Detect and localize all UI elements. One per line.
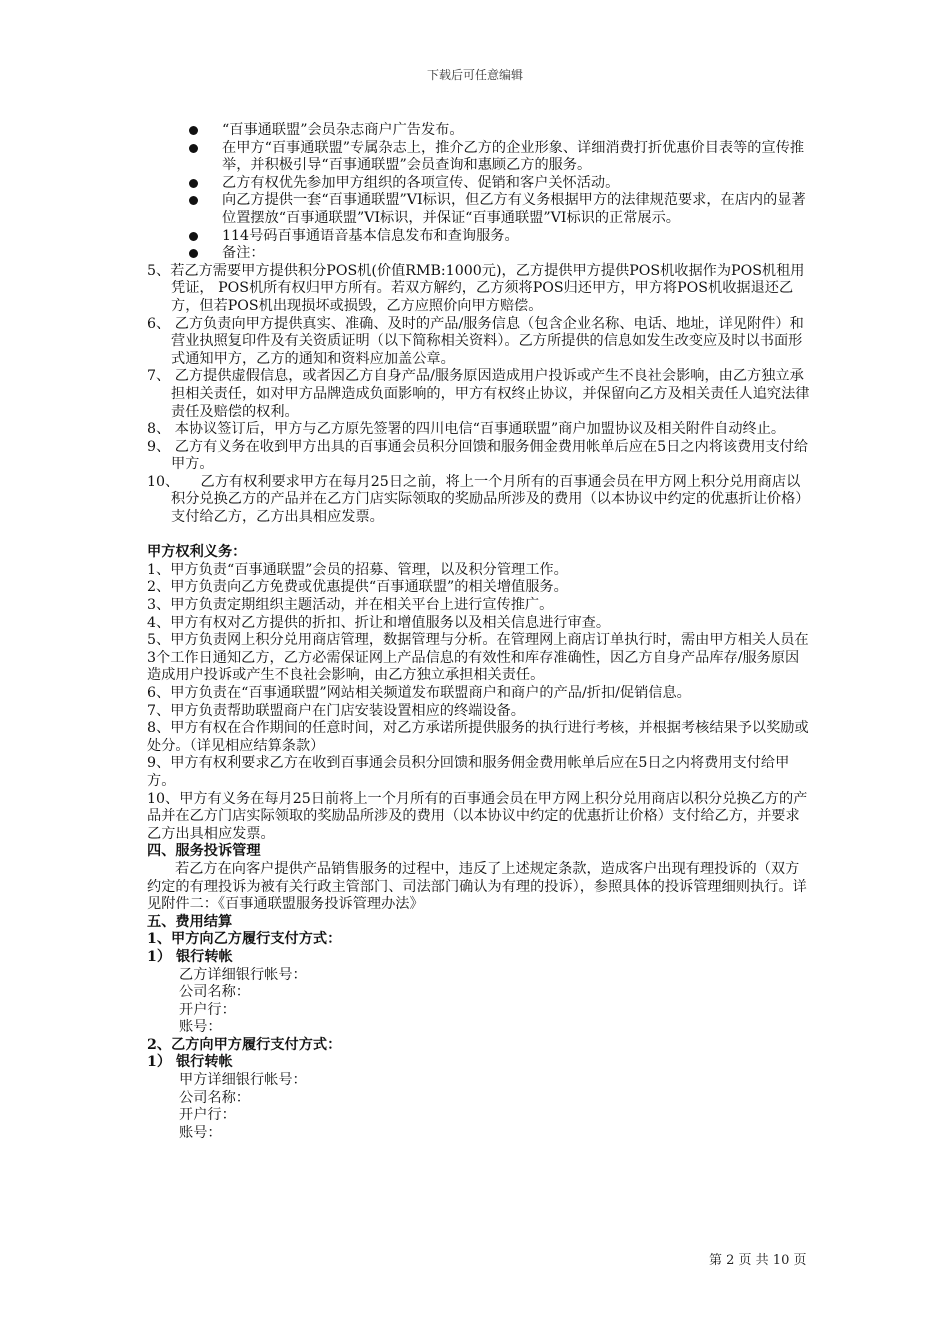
party-a-clause: 7、甲方负责帮助联盟商户在门店安装设置相应的终端设备。 [147, 702, 525, 719]
payment-heading-2: 2、乙方向甲方履行支付方式： [147, 1036, 342, 1053]
bullet-dot-icon [189, 232, 198, 241]
payment-method-1: 1） 银行转帐 [147, 948, 233, 965]
document-body [147, 122, 811, 1142]
party-a-clause: 9、甲方有权利要求乙方在收到百事通会员积分回馈和服务佣金费用帐单后应在5日之内将费用支付给甲方。 [147, 755, 790, 789]
party-a-clause: 10、甲方有义务在每月25日前将上一个月所有的百事通会员在甲方网上积分兑用商店以积分兑换乙方的产品并在乙方门店实际领取的奖励品所涉及的费用（以本协议中约定的优惠折让价格）支付给乙方，并要求乙方出具相应发票。 [147, 790, 808, 842]
spacer [147, 527, 811, 545]
bullet-dot-icon [189, 144, 198, 153]
bank-field: 甲方详细银行帐号： [179, 1072, 307, 1089]
bullet-item: 乙方有权优先参加甲方组织的各项宣传、促销和客户关怀活动。 [147, 175, 811, 193]
party-b-clause-6: 6、 乙方负责向甲方提供真实、准确、及时的产品/服务信息（包含企业名称、电话、地址，详见附件）和营业执照复印件及有关资质证明（以下简称相关资料）。乙方所提供的信息如发生改变应及时以书面形式通知甲方，乙方的通知和资料应加盖公章。 [147, 315, 804, 367]
party-a-clause: 6、甲方负责在“百事通联盟”网站相关频道发布联盟商户和商户的产品/折扣/促销信息。 [147, 685, 691, 701]
payment-heading-1: 1、甲方向乙方履行支付方式： [147, 931, 342, 948]
page-number: 第 2 页 共 10 页 [709, 1253, 807, 1268]
bank-field: 开户行： [179, 1107, 236, 1124]
bullet-dot-icon [189, 179, 198, 188]
bank-field: 账号： [179, 1124, 222, 1141]
bank-field: 开户行： [179, 1001, 236, 1018]
section-4-body: 若乙方在向客户提供产品销售服务的过程中，违反了上述规定条款，造成客户出现有理投诉的（双方约定的有理投诉为被有关行政主管部门、司法部门确认为有理的投诉），参照具体的投诉管理细则执行。详见附件二：《百事通联盟服务投诉管理办法》 [147, 860, 807, 913]
bullet-item: 在甲方“百事通联盟”专属杂志上，推介乙方的企业形象、详细消费打折优惠价目表等的宣传推举，并积极引导“百事通联盟”会员查询和惠顾乙方的服务。 [147, 140, 811, 175]
page-header: 下载后可任意编辑 [426, 68, 523, 82]
party-a-clause: 1、甲方负责“百事通联盟”会员的招募、管理，以及积分管理工作。 [147, 561, 568, 578]
section-5-heading: 五、费用结算 [147, 913, 233, 930]
bullet-dot-icon [189, 126, 198, 135]
section-4-heading: 四、服务投诉管理 [147, 843, 261, 860]
bullet-dot-icon [189, 249, 198, 258]
party-a-clause: 8、甲方有权在合作期间的任意时间，对乙方承诺所提供服务的执行进行考核，并根据考核结果予以奖励或处分。（详见相应结算条款） [147, 720, 809, 754]
party-b-clause-7: 7、 乙方提供虚假信息，或者因乙方自身产品/服务原因造成用户投诉或产生不良社会影响，由乙方独立承担相关责任，如对甲方品牌造成负面影响的，甲方有权终止协议，并保留向乙方及相关责任人追究法律责任及赔偿的权利。 [147, 368, 810, 420]
party-a-clause: 3、甲方负责定期组织主题活动，并在相关平台上进行宣传推广。 [147, 597, 554, 614]
payment-method-2: 1） 银行转帐 [147, 1054, 233, 1071]
party-a-clause: 4、甲方有权对乙方提供的折扣、折让和增值服务以及相关信息进行审查。 [147, 614, 611, 631]
party-a-heading: 甲方权利义务： [147, 544, 247, 561]
party-a-clause: 2、甲方负责向乙方免费或优惠提供“百事通联盟”的相关增值服务。 [147, 579, 568, 596]
bank-field: 公司名称： [179, 984, 250, 1001]
bank-field: 公司名称： [179, 1089, 250, 1106]
bullet-item: 备注： [147, 245, 811, 263]
bullet-item: “百事通联盟”会员杂志商户广告发布。 [147, 122, 811, 140]
party-b-clause-9: 9、 乙方有义务在收到甲方出具的百事通会员积分回馈和服务佣金费用帐单后应在5日之内将该费用支付给甲方。 [147, 438, 809, 473]
bullet-item: 向乙方提供一套“百事通联盟”VI标识，但乙方有义务根据甲方的法律规范要求，在店内的显著位置摆放“百事通联盟”VI标识，并保证“百事通联盟”VI标识的正常展示。 [147, 192, 811, 227]
bullet-item: 114号码百事通语音基本信息发布和查询服务。 [147, 228, 811, 246]
party-b-clause-8: 8、 本协议签订后，甲方与乙方原先签署的四川电信“百事通联盟”商户加盟协议及相关附件自动终止。 [147, 421, 786, 438]
party-a-clause: 5、甲方负责网上积分兑用商店管理，数据管理与分析。在管理网上商店订单执行时，需由甲方相关人员在3个工作日通知乙方，乙方必需保证网上产品信息的有效性和库存准确性，因乙方自身产品库存/服务原因造成用户投诉或产生不良社会影响，由乙方独立承担相关责任。 [147, 632, 809, 684]
bank-field: 账号： [179, 1019, 222, 1036]
party-b-clause-5: 5、若乙方需要甲方提供积分POS机(价值RMB:1000元)，乙方提供甲方提供POS机收据作为POS机租用凭证， POS机所有权归甲方所有。若双方解约，乙方须将POS归还甲方，甲方将POS机收据退还乙方，但若POS机出现损坏或损毁，乙方应照价向甲方赔偿。 [147, 262, 805, 314]
bullet-dot-icon [189, 196, 198, 205]
party-b-clause-10: 10、 乙方有权利要求甲方在每月25日之前，将上一个月所有的百事通会员在甲方网上积分兑用商店以积分兑换乙方的产品并在乙方门店实际领取的奖励品所涉及的费用（以本协议中约定的优惠折让价格）支付给乙方，乙方出具相应发票。 [147, 473, 810, 526]
bank-field: 乙方详细银行帐号： [179, 966, 307, 983]
